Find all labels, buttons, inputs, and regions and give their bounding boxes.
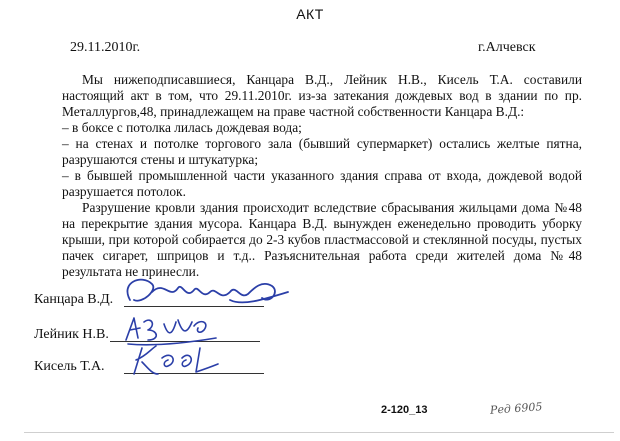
bottom-divider (24, 432, 614, 433)
paragraph-cause: Разрушение кровли здания происходит вследствие сбрасывания жильцами дома №48 на перекрытие здания мусора. Канцара В.Д. вынужден еженедельно проводить уборку крыши, при которой собирается до 2-3 кубов пластмассовой и стеклянной посуды, пустых пачек сигарет, шприцов и т.д.. Разъяснительная работа среди жителей дома №48 результата не принесли. (62, 200, 582, 279)
document-body (62, 72, 582, 280)
signature-3-icon (128, 340, 228, 380)
document-city: г.Алчевск (478, 40, 536, 55)
paragraph-item-hall: – на стенах и потолке торгового зала (бывший супермаркет) остались желтые пятна, разрушаются стены и штукатурка; (62, 136, 582, 167)
paragraph-item-box: – в боксе с потолка лилась дождевая вода; (62, 120, 302, 135)
handwritten-note: Ред 6905 (489, 400, 543, 417)
signatory-name-2: Лейник Н.В. (34, 327, 109, 342)
document-title: АКТ (296, 6, 324, 22)
document-date: 29.11.2010г. (70, 40, 141, 55)
paragraph-intro: Мы нижеподписавшиеся, Канцара В.Д., Лейник Н.В., Кисель Т.А. составили настоящий акт в том, что 29.11.2010г. из-за затекания дождевых вод в здании по пр. Металлургов,48, принадлежащем на праве частной собственности Канцара В.Д.: (62, 72, 582, 119)
signatory-name-1: Канцара В.Д. (34, 292, 114, 307)
paragraph-item-industrial: – в бывшей промышленной части указанного здания справа от входа, дождевой водой разрушается потолок. (62, 168, 582, 199)
signatory-name-3: Кисель Т.А. (34, 359, 105, 374)
document-code: 2-120_13 (381, 404, 428, 416)
